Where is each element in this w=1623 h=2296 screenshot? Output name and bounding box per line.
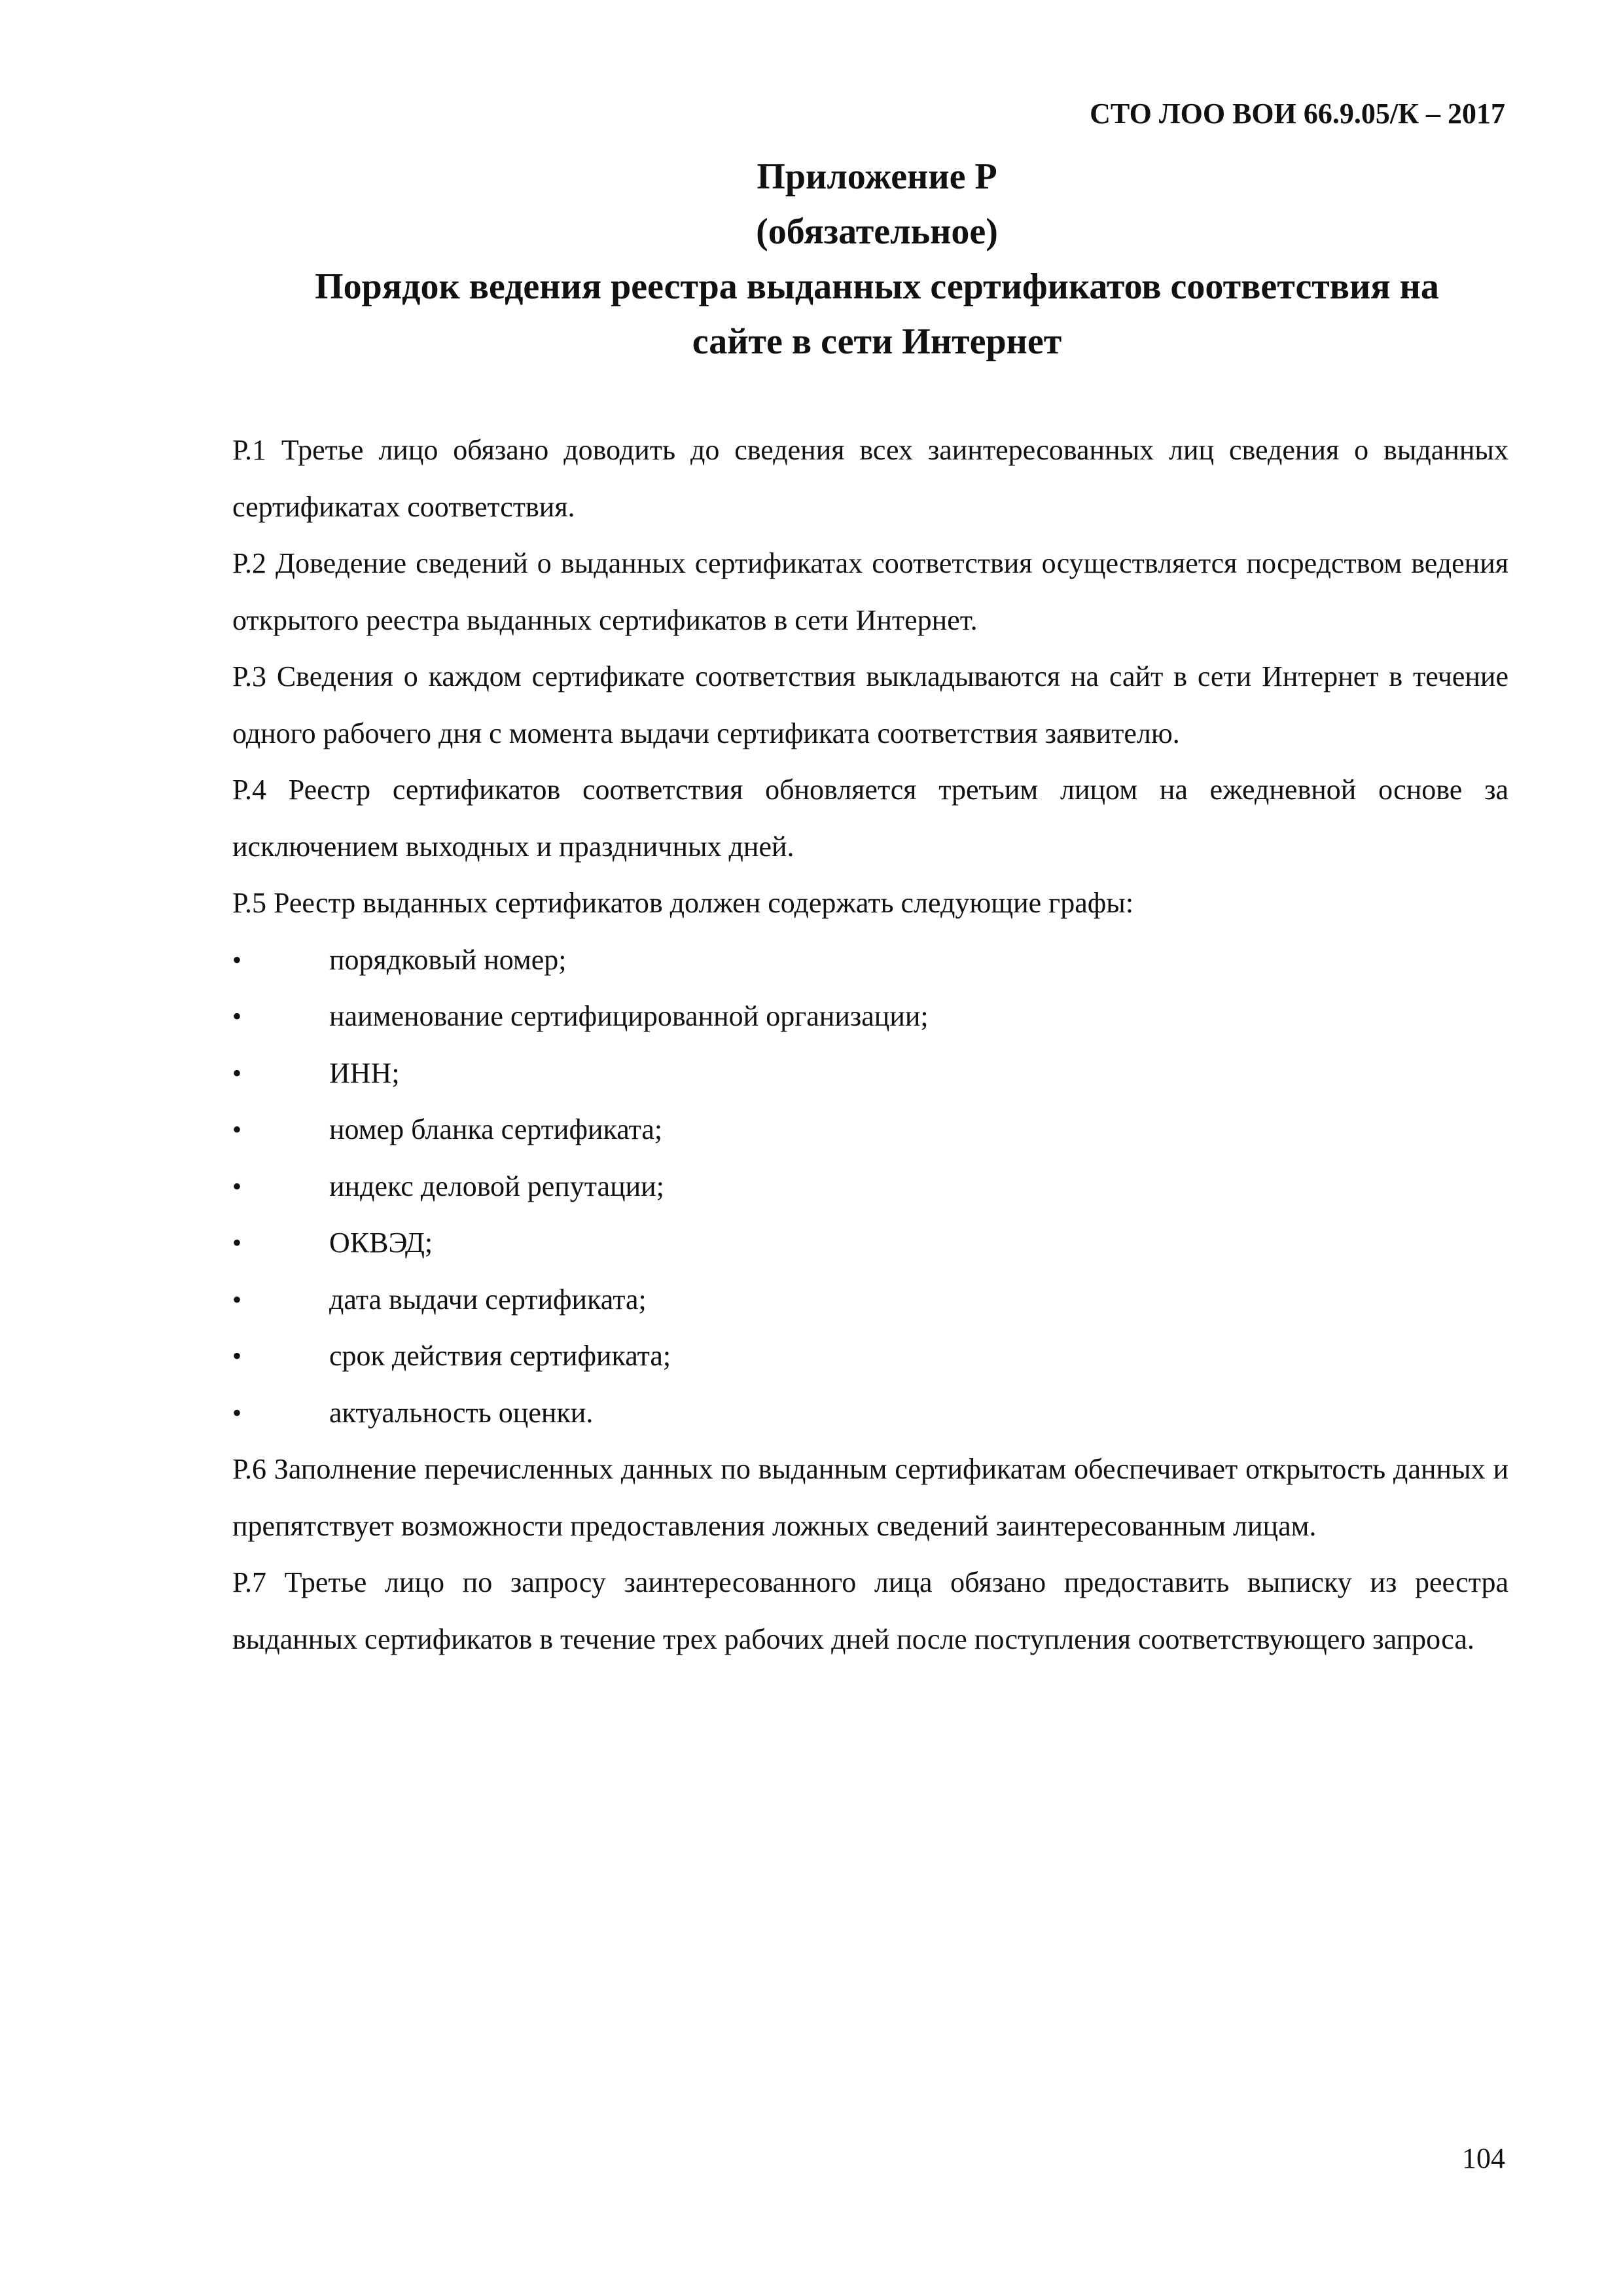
list-item	[232, 1328, 1508, 1385]
list-item-text: номер бланка сертификата;	[329, 1113, 663, 1145]
appendix-title-line-2: сайте в сети Интернет	[692, 321, 1062, 362]
bullet-icon: •	[232, 1058, 242, 1088]
page-number: 104	[1462, 2142, 1505, 2174]
bullet-icon: •	[232, 1228, 242, 1257]
paragraph-r2: Р.2 Доведение сведений о выданных сертификатах соответствия осуществляется посредством ведения открытого реестра выданных сертификатов в сети Интернет.	[232, 547, 1508, 636]
paragraph-r7: Р.7 Третье лицо по запросу заинтересованного лица обязано предоставить выписку из реестра выданных сертификатов в течение трех рабочих дней после поступления соответствующего запроса.	[232, 1566, 1508, 1655]
bullet-icon: •	[232, 1397, 242, 1427]
appendix-heading: Приложение Р	[757, 156, 997, 197]
bullet-icon: •	[232, 1171, 242, 1201]
bullet-icon: •	[232, 1341, 242, 1371]
list-item-text: актуальность оценки.	[329, 1396, 594, 1429]
document-code: СТО ЛОО ВОИ 66.9.05/К – 2017	[1090, 98, 1505, 130]
list-item-text: дата выдачи сертификата;	[329, 1283, 647, 1316]
paragraph-r5: Р.5 Реестр выданных сертификатов должен содержать следующие графы:	[232, 887, 1134, 919]
bullet-icon: •	[232, 1001, 242, 1031]
appendix-title-block	[223, 149, 1531, 369]
list-item	[232, 1272, 1508, 1329]
bullet-icon: •	[232, 944, 242, 975]
paragraph-r1: Р.1 Третье лицо обязано доводить до сведения всех заинтересованных лиц сведения о выданных сертификатах соответствия.	[232, 434, 1508, 523]
list-item-text: наименование сертифицированной организации;	[329, 1000, 929, 1032]
appendix-status: (обязательное)	[756, 211, 998, 252]
list-item	[232, 932, 1508, 989]
paragraph-r6: Р.6 Заполнение перечисленных данных по выданным сертификатам обеспечивает открытость данных и препятствует возможности предоставления ложных сведений заинтересованным лицам.	[232, 1453, 1508, 1542]
paragraph-r4: Р.4 Реестр сертификатов соответствия обновляется третьим лицом на ежедневной основе за исключением выходных и праздничных дней.	[232, 774, 1508, 863]
list-item	[232, 1215, 1508, 1272]
list-item-text: ОКВЭД;	[329, 1227, 433, 1259]
bullet-icon: •	[232, 1115, 242, 1144]
list-item	[232, 1045, 1508, 1102]
list-item	[232, 1102, 1508, 1158]
list-item-text: срок действия сертификата;	[329, 1340, 671, 1372]
register-columns-list	[232, 932, 1508, 1442]
document-body	[232, 422, 1508, 1668]
bullet-icon: •	[232, 1284, 242, 1314]
paragraph-r3: Р.3 Сведения о каждом сертификате соответствия выкладываются на сайт в сети Интернет в течение одного рабочего дня с момента выдачи сертификата соответствия заявителю.	[232, 660, 1508, 749]
list-item	[232, 1385, 1508, 1442]
list-item-text: индекс деловой репутации;	[329, 1170, 664, 1202]
list-item	[232, 1158, 1508, 1215]
list-item	[232, 988, 1508, 1045]
list-item-text: ИНН;	[329, 1056, 400, 1089]
list-item-text: порядковый номер;	[329, 943, 567, 976]
appendix-title-line-1: Порядок ведения реестра выданных сертификатов соответствия на	[315, 266, 1439, 307]
